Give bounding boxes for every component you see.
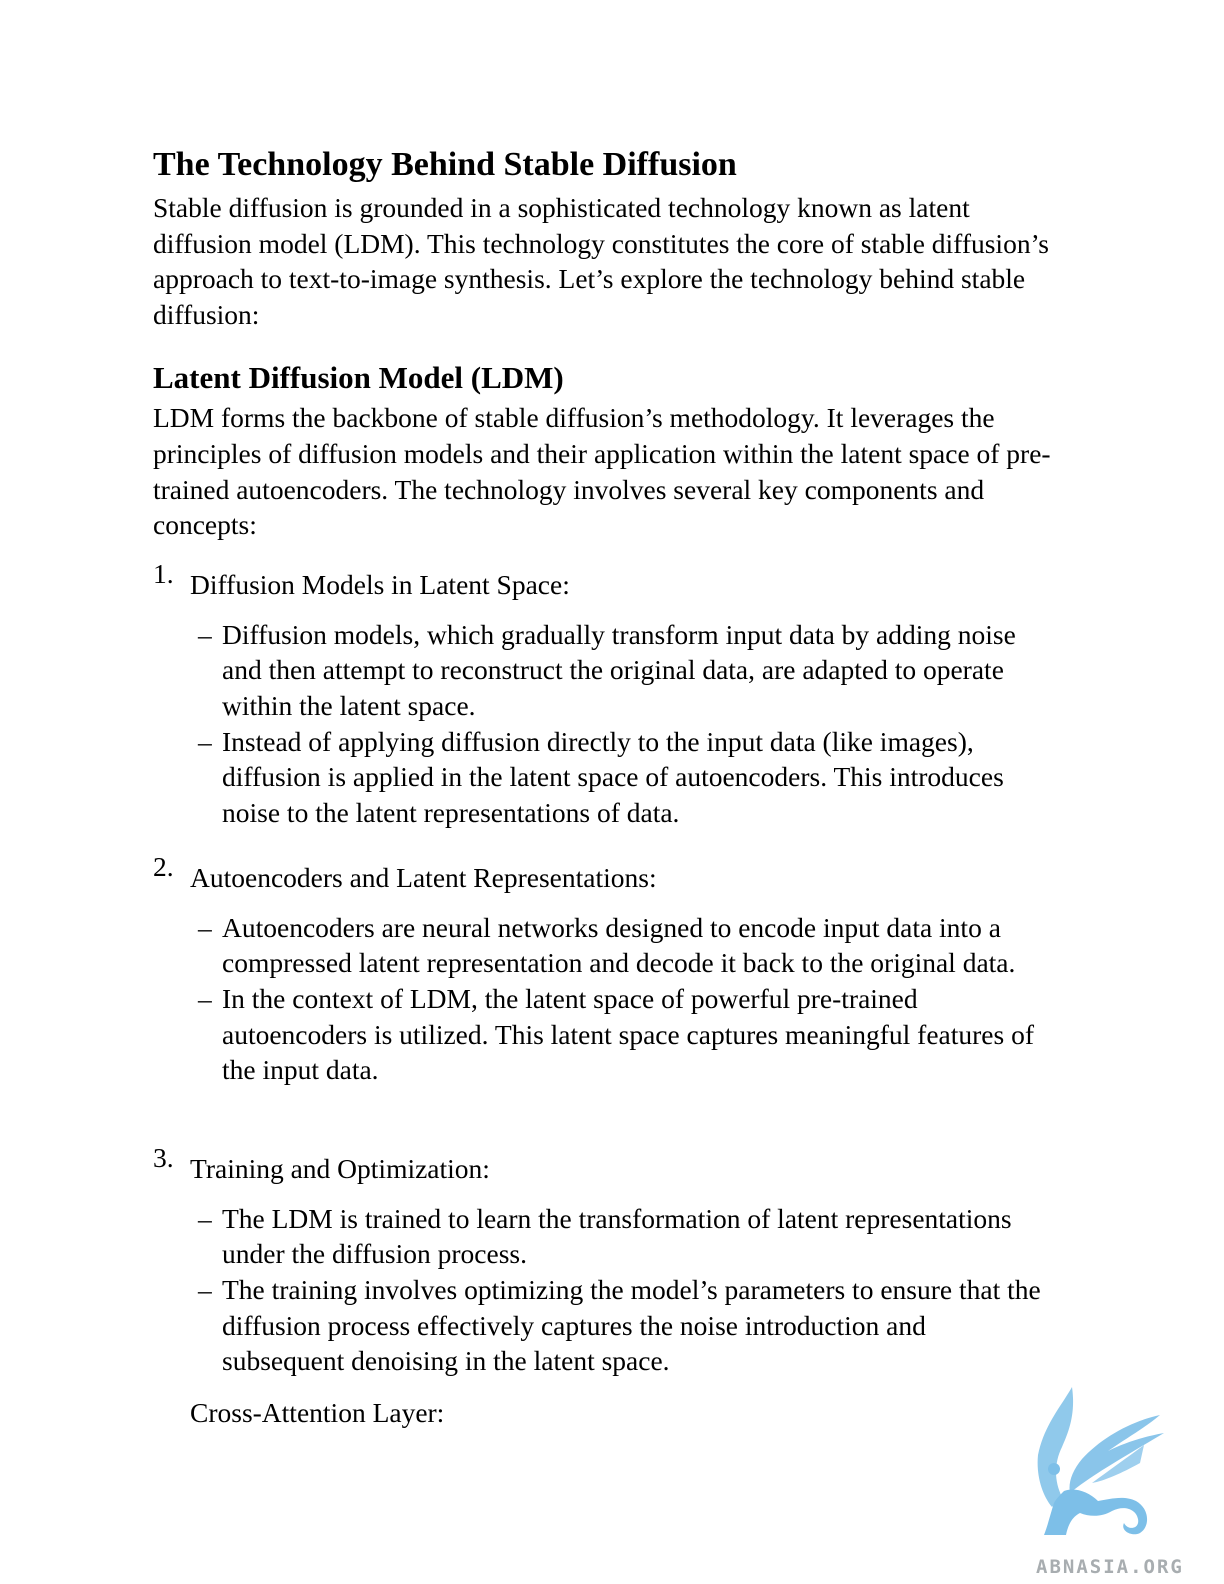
section-paragraph: LDM forms the backbone of stable diffusion’s methodology. It leverages the principles of diffusion models and their application within the latent space of pre-trained autoencoders. The technology involves several key components and concepts: [153, 402, 1051, 541]
sub-point-text: Autoencoders are neural networks designed to encode input data into a compressed latent representation and decode it back to the original data. [222, 911, 1016, 979]
watermark-logo-shape [1038, 1387, 1164, 1535]
list-number: 1. [153, 557, 174, 589]
sub-points [198, 617, 1048, 831]
sub-point [198, 981, 1048, 1088]
sub-point [198, 1272, 1048, 1379]
dash-bullet: – [198, 618, 212, 650]
sub-points [198, 910, 1048, 1088]
dash-bullet: – [198, 1202, 212, 1234]
sub-point [198, 617, 1048, 724]
sub-point [198, 724, 1048, 831]
sub-point [198, 910, 1048, 981]
document-body [153, 140, 1053, 1428]
sub-point-text: Diffusion models, which gradually transform input data by adding noise and then attempt to reconstruct the original data, are adapted to operate within the latent space. [222, 618, 1016, 721]
page-title: The Technology Behind Stable Diffusion [153, 146, 737, 183]
section-heading: Latent Diffusion Model (LDM) [153, 360, 564, 396]
sub-point-text: In the context of LDM, the latent space of powerful pre-trained autoencoders is utilized. This latent space captures meaningful features of the input data. [222, 982, 1034, 1086]
watermark-text: ABNASIA.ORG [1036, 1556, 1184, 1578]
sub-point-text: Instead of applying diffusion directly to the input data (like images), diffusion is applied in the latent space of autoencoders. This introduces noise to the latent representations of data. [222, 725, 1004, 828]
dash-bullet: – [198, 982, 212, 1014]
dash-bullet: – [198, 911, 212, 943]
dash-bullet: – [198, 725, 212, 757]
numbered-list [153, 557, 1053, 1428]
intro-paragraph: Stable diffusion is grounded in a sophisticated technology known as latent diffusion model (LDM). This technology constitutes the core of stable diffusion’s approach to text-to-image synthesis. Let’s explore the technology behind stable diffusion: [153, 192, 1049, 330]
list-item-title: Training and Optimization: [190, 1152, 490, 1184]
list-item-title: Diffusion Models in Latent Space: [190, 568, 570, 600]
sub-point [198, 1201, 1048, 1272]
dash-bullet: – [198, 1273, 212, 1305]
list-number: 2. [153, 850, 174, 882]
list-item-title: Autoencoders and Latent Representations: [190, 861, 657, 893]
list-number: 3. [153, 1141, 174, 1173]
sub-points [198, 1201, 1048, 1379]
list-item-title: Cross-Attention Layer: [190, 1396, 445, 1428]
sub-point-text: The training involves optimizing the model’s parameters to ensure that the diffusion process effectively captures the noise introduction and subsequent denoising in the latent space. [222, 1273, 1041, 1377]
sub-point-text: The LDM is trained to learn the transformation of latent representations under the diffusion process. [222, 1202, 1012, 1270]
griffin-logo-icon [1032, 1385, 1172, 1537]
